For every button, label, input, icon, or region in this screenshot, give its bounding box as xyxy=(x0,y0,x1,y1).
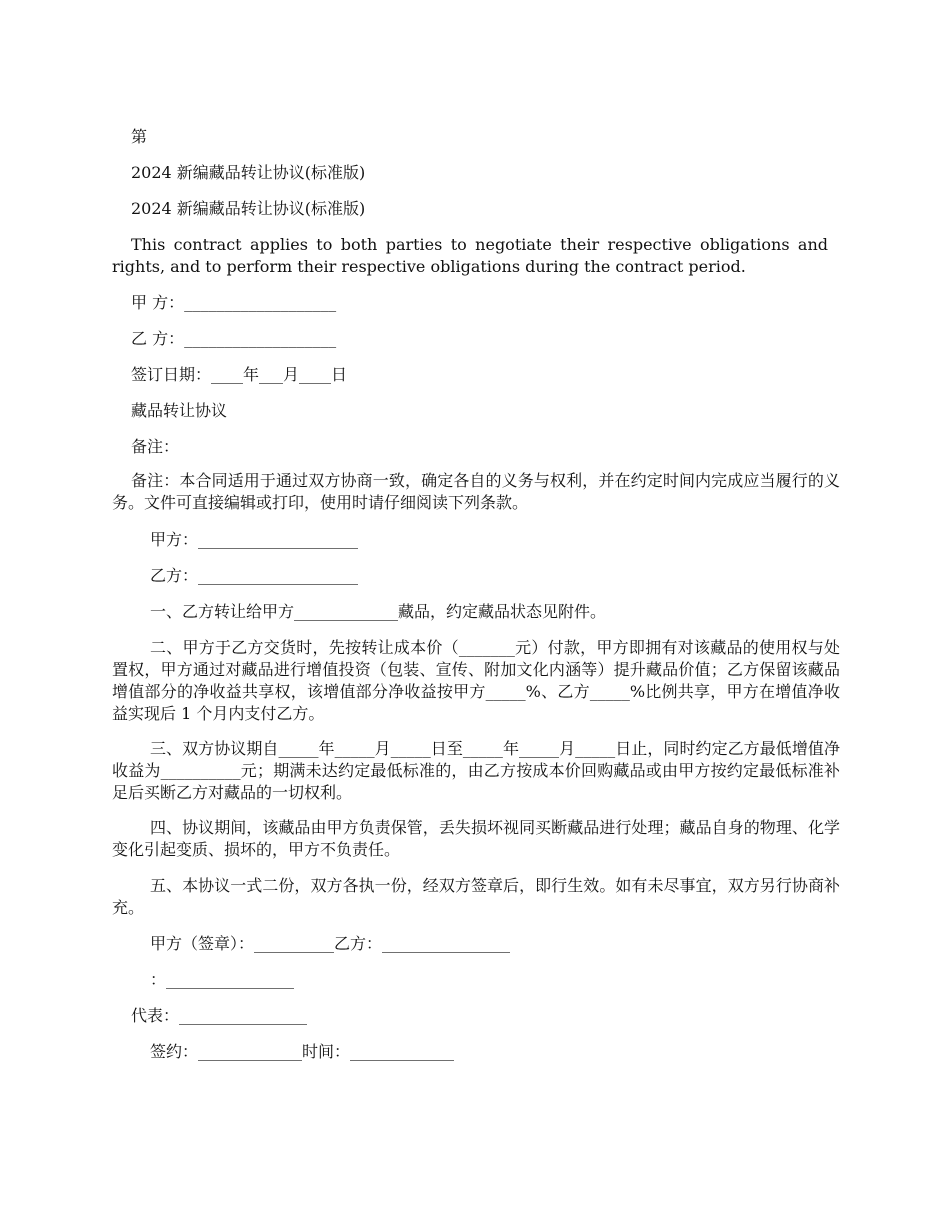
clause-1: 一、乙方转让给甲方_____________藏品，约定藏品状态见附件。 xyxy=(150,602,607,621)
contract-party-a: 甲方：____________________ xyxy=(150,530,359,549)
note-label: 备注： xyxy=(131,437,180,456)
note-paragraph: 备注：本合同适用于通过双方协商一致，确定各自的义务与权利，并在约定时间内完成应当履行的义务。文件可直接编辑或打印，使用时请仔细阅读下列条款。 xyxy=(112,471,840,512)
document-subtitle: 2024 新编藏品转让协议(标准版) xyxy=(131,199,366,218)
signature-line-blank: ：________________ xyxy=(150,970,295,989)
intro-paragraph: This contract applies to both parties to negotiate their respective obligations and rights, and to perform their respective obligations during the contract period. xyxy=(112,235,828,276)
document-name: 藏品转让协议 xyxy=(131,401,228,420)
clause-5: 五、本协议一式二份，双方各执一份，经双方签章后，即行生效。如有未尽事宜，双方另行协商补充。 xyxy=(112,876,840,917)
signature-sign-time: 签约：_____________时间：_____________ xyxy=(150,1042,455,1061)
page-mark: 第 xyxy=(131,127,148,146)
cover-party-b: 乙 方：___________________ xyxy=(131,329,337,348)
cover-party-a: 甲 方：___________________ xyxy=(131,293,337,312)
clause-2: 二、甲方于乙方交货时，先按转让成本价（_______元）付款，甲方即拥有对该藏品的使用权与处置权，甲方通过对藏品进行增值投资（包装、宣传、附加文化内涵等）提升藏品价值；乙方保留该藏品增值部分的净收益共享权，该增值部分净收益按甲方_____%、乙方_____%比例共享，甲方在增值净收益实现后 1 个月内支付乙方。 xyxy=(112,638,840,723)
signature-line-parties: 甲方（签章）：__________乙方：________________ xyxy=(150,934,511,953)
sign-date: 签订日期：____年___月____日 xyxy=(131,365,348,384)
clause-4: 四、协议期间，该藏品由甲方负责保管，丢失损坏视同买断藏品进行处理；藏品自身的物理、化学变化引起变质、损坏的，甲方不负责任。 xyxy=(112,818,840,859)
signature-representative: 代表：________________ xyxy=(131,1006,308,1025)
contract-party-b: 乙方：____________________ xyxy=(150,566,359,585)
document-title: 2024 新编藏品转让协议(标准版) xyxy=(131,163,366,182)
clause-3: 三、双方协议期自_____年_____月_____日至_____年_____月_____日止，同时约定乙方最低增值净收益为__________元；期满未达约定最低标准的，由乙方按成本价回购藏品或由甲方按约定最低标准补足后买断乙方对藏品的一切权利。 xyxy=(112,739,840,802)
